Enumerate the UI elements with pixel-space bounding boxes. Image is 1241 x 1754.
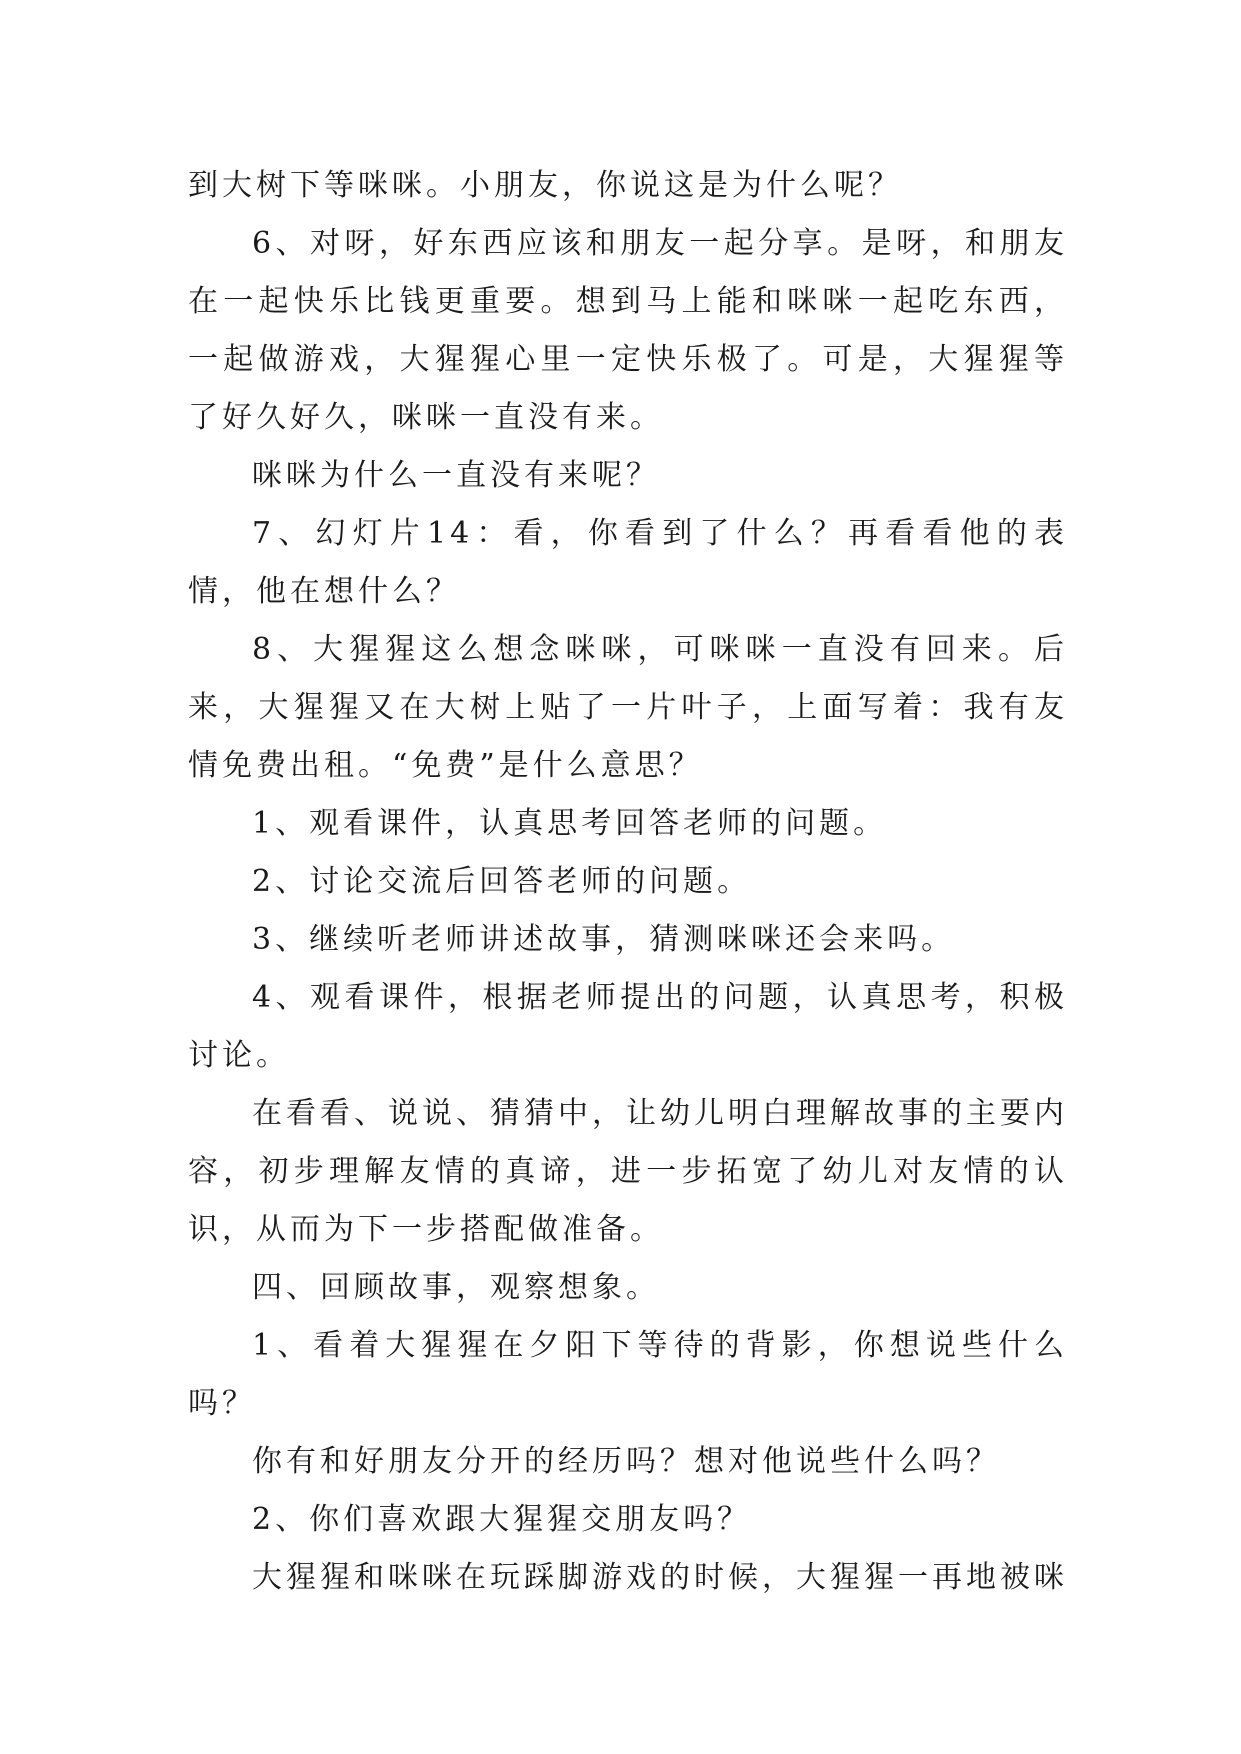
paragraph: 咪咪为什么一直没有来呢？ (252, 458, 660, 493)
paragraph: 3、继续听老师讲述故事，猜测咪咪还会来吗。 (252, 922, 956, 957)
paragraph: 到大树下等咪咪。小朋友，你说这是为什么呢？ (188, 168, 902, 203)
paragraph: 2、你们喜欢跟大猩猩交朋友吗？ (252, 1502, 752, 1537)
paragraph: 4、观看课件，根据老师提出的问题，认真思考，积极讨论。 (188, 980, 1068, 1073)
paragraph: 2、讨论交流后回答老师的问题。 (252, 864, 752, 899)
paragraph: 大猩猩和咪咪在玩踩脚游戏的时候，大猩猩一再地被咪 (252, 1560, 1068, 1595)
paragraph: 你有和好朋友分开的经历吗？想对他说些什么吗？ (252, 1444, 1000, 1479)
paragraph: 在看看、说说、猜猜中，让幼儿明白理解故事的主要内容，初步理解友情的真谛，进一步拓宽了幼儿对友情的认识，从而为下一步搭配做准备。 (188, 1096, 1068, 1247)
paragraph: 8、大猩猩这么想念咪咪，可咪咪一直没有回来。后来，大猩猩又在大树上贴了一片叶子，上面写着：我有友情免费出租。“免费”是什么意思？ (188, 632, 1068, 783)
paragraph: 6、对呀，好东西应该和朋友一起分享。是呀，和朋友在一起快乐比钱更重要。想到马上能和咪咪一起吃东西，一起做游戏，大猩猩心里一定快乐极了。可是，大猩猩等了好久好久，咪咪一直没有来。 (188, 226, 1068, 435)
paragraph: 7、幻灯片14：看，你看到了什么？再看看他的表情，他在想什么？ (188, 516, 1068, 609)
paragraph: 1、看着大猩猩在夕阳下等待的背影，你想说些什么吗？ (188, 1328, 1068, 1421)
document-page (188, 157, 1068, 1607)
paragraph: 1、观看课件，认真思考回答老师的问题。 (252, 806, 888, 841)
section-heading: 四、回顾故事，观察想象。 (252, 1270, 660, 1305)
